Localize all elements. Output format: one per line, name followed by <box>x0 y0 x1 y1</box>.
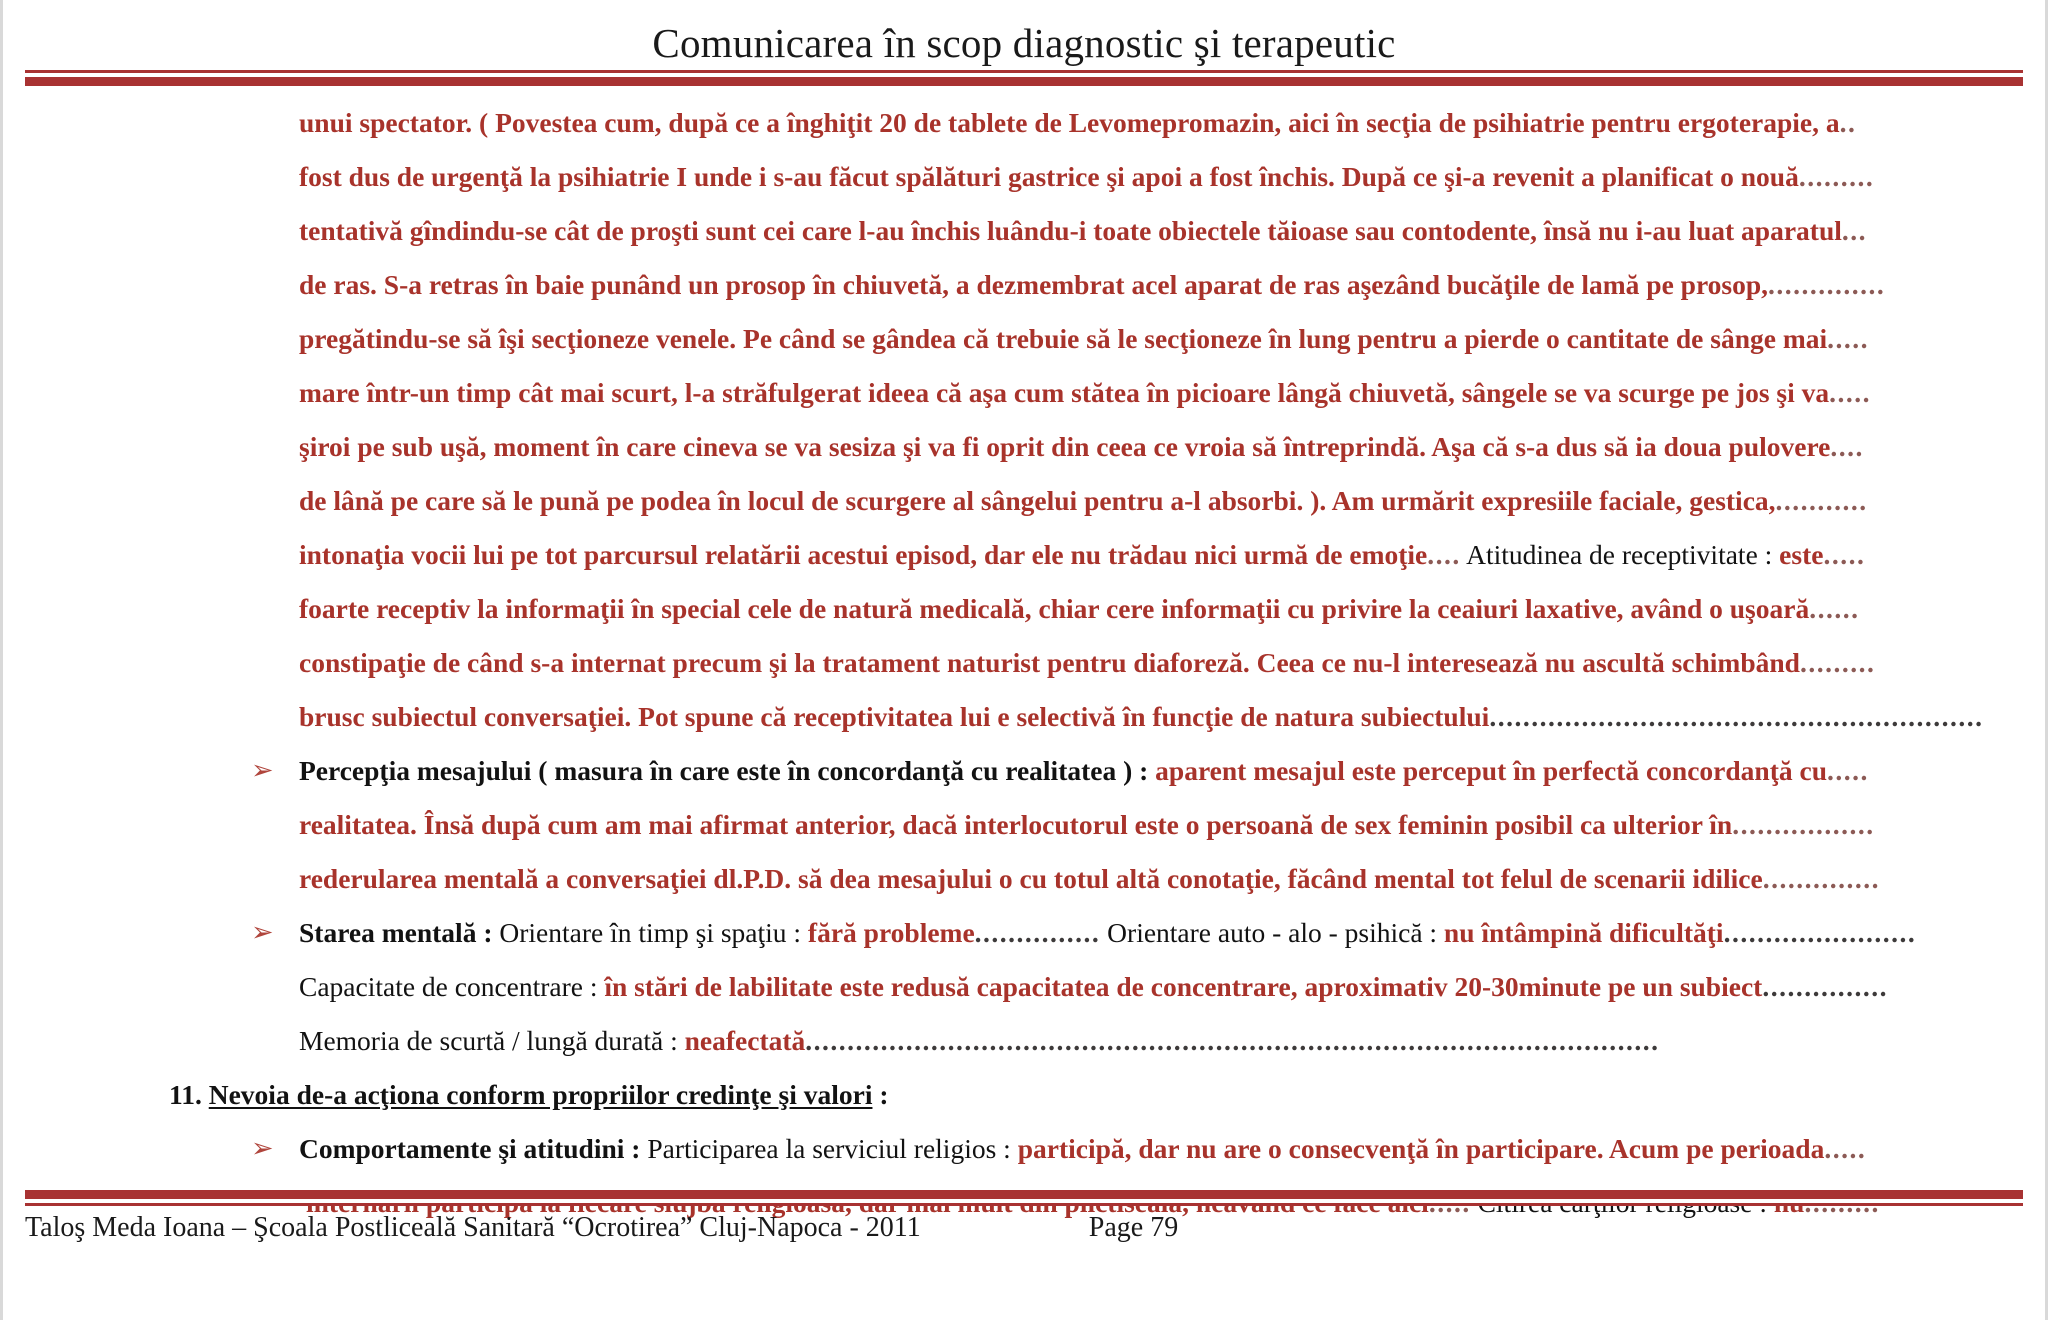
leader-dots: .... <box>1830 431 1864 462</box>
leader-dots: ...................................................................................................... <box>805 1025 1660 1056</box>
leader-dots: ..... <box>1827 323 1870 354</box>
footer-content <box>25 1212 2023 1244</box>
body-text: constipaţie de când s-a internat precum şi la tratament naturist pentru diaforeză. Ceea ce nu-l interesează nu ascultă schimbând <box>299 647 1800 678</box>
body-line <box>3 366 2045 420</box>
field-label-memoria: Memoria de scurtă / lungă durată : <box>299 1025 685 1056</box>
leader-dots: ... <box>1841 215 1867 246</box>
bullet-label: Comportamente şi atitudini : <box>299 1133 648 1164</box>
leader-dots: .... <box>1427 539 1461 570</box>
body-line-receptivitate <box>3 528 2045 582</box>
body-text: intonaţia vocii lui pe tot parcursul relatării acestui episod, dar ele nu trădau nici urmă de emoţie <box>299 539 1428 570</box>
section-title: Nevoia de-a acţiona conform propriilor credinţe şi valori <box>208 1079 873 1110</box>
footer-page-number: Page 79 <box>1088 1212 1179 1243</box>
field-label-receptivitate: Atitudinea de receptivitate : <box>1460 539 1780 570</box>
footer-rule-thick <box>25 1190 2023 1199</box>
leader-dots: ................. <box>1732 809 1875 840</box>
body-line <box>3 150 2045 204</box>
bullet-label: Starea mentală : <box>299 917 500 948</box>
bullet-item-starea-mentala <box>3 906 2045 960</box>
arrow-bullet-icon: ➢ <box>251 917 274 948</box>
page-header <box>3 0 2045 92</box>
leader-dots: ............... <box>974 917 1101 948</box>
leader-dots: .............. <box>1768 269 1886 300</box>
field-value-memoria: neafectată <box>684 1025 806 1056</box>
body-line <box>3 420 2045 474</box>
header-rule-thick <box>25 77 2023 86</box>
body-line-memoria <box>3 1014 2045 1068</box>
body-text: de lână pe care să le pună pe podea în locul de scurgere al sângelui pentru a-l absorbi. ). Am urmărit expresiile faciale, gestica, <box>299 485 1776 516</box>
footer-rule <box>25 1190 2023 1206</box>
body-line <box>3 798 2045 852</box>
leader-dots: ............... <box>1762 971 1888 1002</box>
body-line <box>3 96 2045 150</box>
arrow-bullet-icon: ➢ <box>251 755 274 786</box>
body-line <box>3 852 2045 906</box>
body-text: pregătindu-se să îşi secţioneze venele. Pe când se gândea că trebuie să le secţioneze în lung pentru a pierde o cantitate de sânge mai <box>299 323 1828 354</box>
body-text: tentativă gîndindu-se cât de proşti sunt cei care l-au închis luându-i toate obiectele tăioase sau contodente, însă nu i-au luat aparatul <box>299 215 1842 246</box>
leader-dots: ......... <box>1799 647 1876 678</box>
field-label-participare: Participarea la serviciul religios : <box>647 1133 1018 1164</box>
section-colon: : <box>872 1079 889 1110</box>
field-value-receptivitate: este <box>1779 539 1824 570</box>
field-value-capacitate: în stări de labilitate este redusă capacitatea de concentrare, aproximativ 20-30minute pe un subiect <box>604 971 1763 1002</box>
leader-dots: ....................... <box>1723 917 1917 948</box>
page-footer <box>3 1188 2045 1320</box>
leader-dots: .. <box>1839 107 1857 138</box>
body-text: şiroi pe sub uşă, moment în care cineva se va sesiza şi va fi oprit din ceea ce vroia să întreprindă. Aşa că s-a dus să ia doua pulovere <box>299 431 1831 462</box>
leader-dots: ..... <box>1824 1133 1867 1164</box>
bullet-label: Percepţia mesajului ( masura în care este în concordanţă cu realitatea ) : <box>299 755 1156 786</box>
body-text: realitatea. Însă după cum am mai afirmat anterior, dacă interlocutorul este o persoană de sex feminin posibil ca ulterior în <box>299 809 1733 840</box>
footer-rule-thin <box>25 1203 2023 1206</box>
leader-dots: ......... <box>1798 161 1875 192</box>
leader-dots: ..... <box>1827 755 1869 786</box>
leader-dots: .............. <box>1762 863 1880 894</box>
leader-dots: ...... <box>1809 593 1860 624</box>
field-value-participare: participă, dar nu are o consecvenţă în participare. Acum pe perioada <box>1017 1133 1825 1164</box>
leader-dots: ........... <box>1775 485 1868 516</box>
footer-author: Taloş Meda Ioana – Şcoala Postliceală Sanitară “Ocrotirea” Cluj-Napoca - 2011 <box>25 1212 921 1243</box>
section-number: 11. <box>169 1079 202 1110</box>
body-line <box>3 204 2045 258</box>
field-value-orientare-auto: nu întâmpină dificultăţi <box>1443 917 1724 948</box>
document-body <box>3 96 2045 1190</box>
body-line <box>3 312 2045 366</box>
leader-dots: ..... <box>1829 377 1871 408</box>
body-text: foarte receptiv la informaţii în special cele de natură medicală, chiar cere informaţii cu privire la ceaiuri laxative, având o uşoară <box>299 593 1810 624</box>
bullet-item-perceptia <box>3 744 2045 798</box>
body-line-capacitate <box>3 960 2045 1014</box>
section-heading-11 <box>3 1068 2045 1122</box>
body-text: mare într-un timp cât mai scurt, l-a străfulgerat ideea că aşa cum stătea în picioare lângă chiuvetă, sângele se va scurge pe jos şi va <box>299 377 1830 408</box>
field-label-capacitate: Capacitate de concentrare : <box>299 971 605 1002</box>
body-text: brusc subiectul conversaţiei. Pot spune că receptivitatea lui e selectivă în funcţie de natura subiectului <box>299 701 1490 732</box>
field-value-orientare-timp: fără probleme <box>807 917 975 948</box>
leader-dots: ........................................................... <box>1489 701 1984 732</box>
body-line <box>3 258 2045 312</box>
body-line <box>3 474 2045 528</box>
body-text: rederularea mentală a conversaţiei dl.P.D. să dea mesajului o cu totul altă conotaţie, făcând mental tot felul de scenarii idilice <box>299 863 1763 894</box>
body-line <box>3 690 2045 744</box>
arrow-bullet-icon: ➢ <box>251 1133 274 1164</box>
field-label-orientare-auto: Orientare auto - alo - psihică : <box>1100 917 1444 948</box>
leader-dots: ..... <box>1823 539 1866 570</box>
header-rule <box>25 70 2023 86</box>
body-text: fost dus de urgenţă la psihiatrie I unde i s-au făcut spălături gastrice şi apoi a fost închis. După ce şi-a revenit a planificat o nouă <box>299 161 1799 192</box>
body-line <box>3 636 2045 690</box>
body-line <box>3 582 2045 636</box>
bullet-item-comportamente <box>3 1122 2045 1176</box>
body-text: unui spectator. ( Povestea cum, după ce a înghiţit 20 de tablete de Levomepromazin, aici în secţia de psihiatrie pentru ergoterapie, a <box>299 107 1840 138</box>
field-label-orientare-timp: Orientare în timp şi spaţiu : <box>499 917 808 948</box>
page-title: Comunicarea în scop diagnostic şi terapeutic <box>652 20 1396 66</box>
body-text: de ras. S-a retras în baie punând un prosop în chiuvetă, a dezmembrat acel aparat de ras aşezând bucăţile de lamă pe prosop, <box>299 269 1769 300</box>
bullet-value: aparent mesajul este perceput în perfectă concordanţă cu <box>1155 755 1828 786</box>
